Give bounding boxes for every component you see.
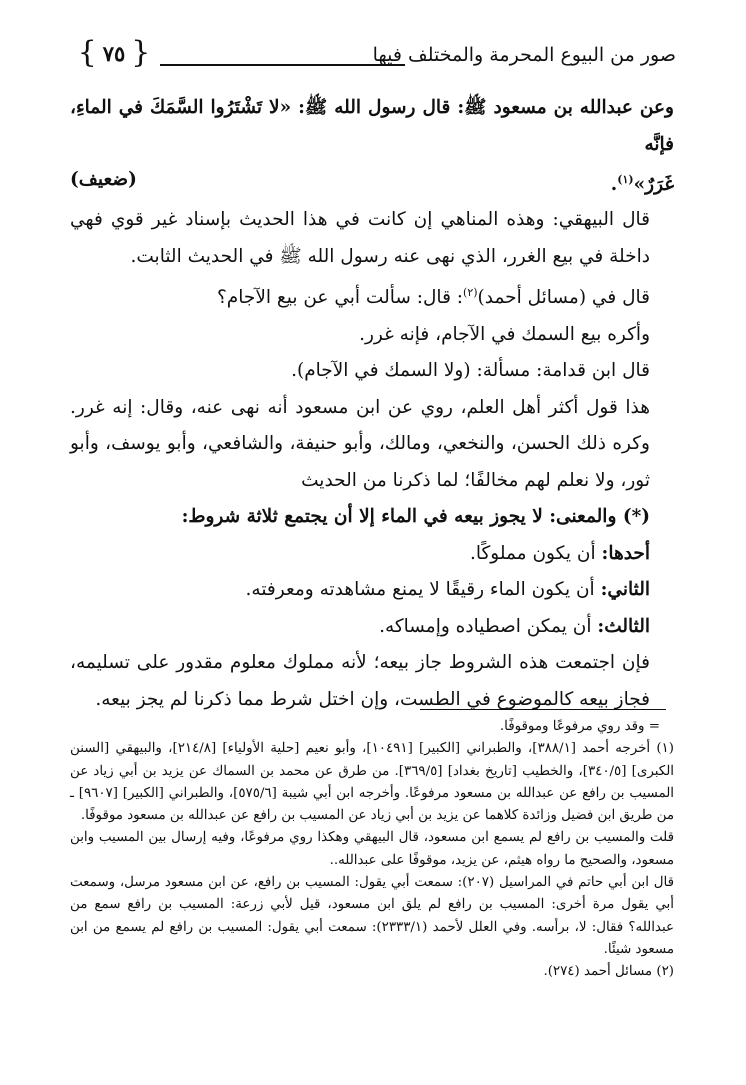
paragraph-akrah: وأكره بيع السمك في الآجام، فإنه غرر. [359,323,650,345]
hadith-end-text: غَرَرٌ» [633,174,674,196]
left-brace-ornament: { [77,35,97,70]
page-number: ٧٥ [102,40,126,66]
page-number-badge [75,34,153,72]
footnote-1: (١) أخرجه أحمد [٣٨٨/١]، والطبراني [الكبير] [١٠٤٩١]، وأبو نعيم [حلية الأولياء] [٢١٤/٨]، والبيهقي [السنن الكبرى] [٣٤٠/٥]، والخطيب [تاريخ بغداد] [٣٦٩/٥]. من طرق عن محمد بن السماك عن يزيد بن أبي زياد عن المسيب بن رافع عن عبدالله بن مسعود مرفوعًا. وأخرجه ابن أبي شيبة [٥٧٥/٦]، والطبراني [الكبير] [٩٦٠٧] ـ من طريق ابن فضيل وزائدة كلاهما عن يزيد بن أبي زياد عن المسيب بن رافع عن عبدالله بن مسعود موقوفًا. [70,741,674,824]
paragraph-meaning: (*) والمعنى: لا يجوز بيعه في الماء إلا أن يجتمع ثلاثة شروط: [181,506,650,528]
paragraph-masail [70,275,674,317]
footnote-rule [420,709,666,710]
condition-1-label: أحدها: [601,542,650,564]
hadith-line1: وعن عبدالله بن مسعود ﷺ: قال رسول الله ﷺ: «لا تَشْتَرُوا السَّمَكَ في الماءِ، فإنَّه [70,97,674,155]
paragraph-conclusion: فإن اجتمعت هذه الشروط جاز بيعه؛ لأنه مملوك معلوم مقدور على تسليمه، فجاز بيعه كالموضوع في الطست، وإن اختل شرط مما ذكرنا لم يجز بيعه. [70,652,650,710]
paragraph-scholars: هذا قول أكثر أهل العلم، روي عن ابن مسعود أنه نهى عنه، وقال: إنه غرر. وكره ذلك الحسن، والنخعي، ومالك، وأبو حنيفة، والشافعي، وأبو يوسف، وأبو ثور، ولا نعلم لهم مخالفًا؛ لما ذكرنا من الحديث [70,396,650,491]
footnote-1-comment: قلت والمسيب بن رافع لم يسمع ابن مسعود، قال البيهقي وهكذا روي مرفوعًا، وفيه إرسال بين المسيب وابن مسعود، والصحيح ما رواه هيثم، عن يزيد، موقوفًا على عبدالله.. [70,830,674,868]
right-brace-ornament: } [131,35,151,70]
footnote-ref-1: (١) [617,173,634,186]
condition-3-label: الثالث: [597,615,650,637]
condition-1-text: أن يكون مملوكًا. [469,542,602,564]
condition-2-text: أن يكون الماء رقيقًا لا يمنع مشاهدته ومعرفته. [245,579,601,601]
condition-3 [70,609,674,646]
footnote-2: (٢) مسائل أحمد (٢٧٤). [543,964,674,980]
masail-text-b: : قال: سألت أبي عن بيع الآجام؟ [216,287,464,309]
paragraph-bayhaqi: قال البيهقي: وهذه المناهي إن كانت في هذا الحديث بإسناد غير قوي فهي داخلة في بيع الغرر، الذي نهى عنه رسول الله ﷺ في الحديث الثابت. [70,209,650,267]
hadith-text [70,90,674,163]
footnote-1-marasil: قال ابن أبي حاتم في المراسيل (٢٠٧): سمعت أبي يقول: المسيب بن رافع، عن ابن مسعود مرسل، وسمعت أبي يقول مرة أخرى: المسيب بن رافع لم يلق ابن مسعود، قيل لأبي زرعة: المسيب بن رافع سمع من عبدالله؟ فقال: لا، برأسه. وفي العلل لأحمد (٢٣٣٣/١): سمعت أبي يقول: المسيب بن رافع لم يسمع من ابن مسعود شيئًا. [70,875,674,957]
masail-text-a: قال في (مسائل أحمد) [477,287,650,309]
condition-2-label: الثاني: [600,579,650,601]
header-rule [160,64,405,66]
condition-2 [70,572,674,609]
hadith-line2: غَرَرٌ»$^{(١)}$. [610,173,674,196]
hadith-grade-row [70,163,674,202]
footnote-ref-2: (٢) [463,286,478,300]
condition-3-text: أن يمكن اصطياده وإمساكه. [379,615,598,637]
condition-1 [70,536,674,573]
running-title: صور من البيوع المحرمة والمختلف فيها [372,44,676,66]
hadith-grade: (ضعيف) [70,169,137,190]
paragraph-ibn-qudama: قال ابن قدامة: مسألة: (ولا السمك في الآجام). [291,360,650,382]
main-text [70,90,674,718]
footnotes [70,716,674,984]
footnote-continuation: = وقد روي مرفوعًا وموقوفًا. [499,719,660,734]
